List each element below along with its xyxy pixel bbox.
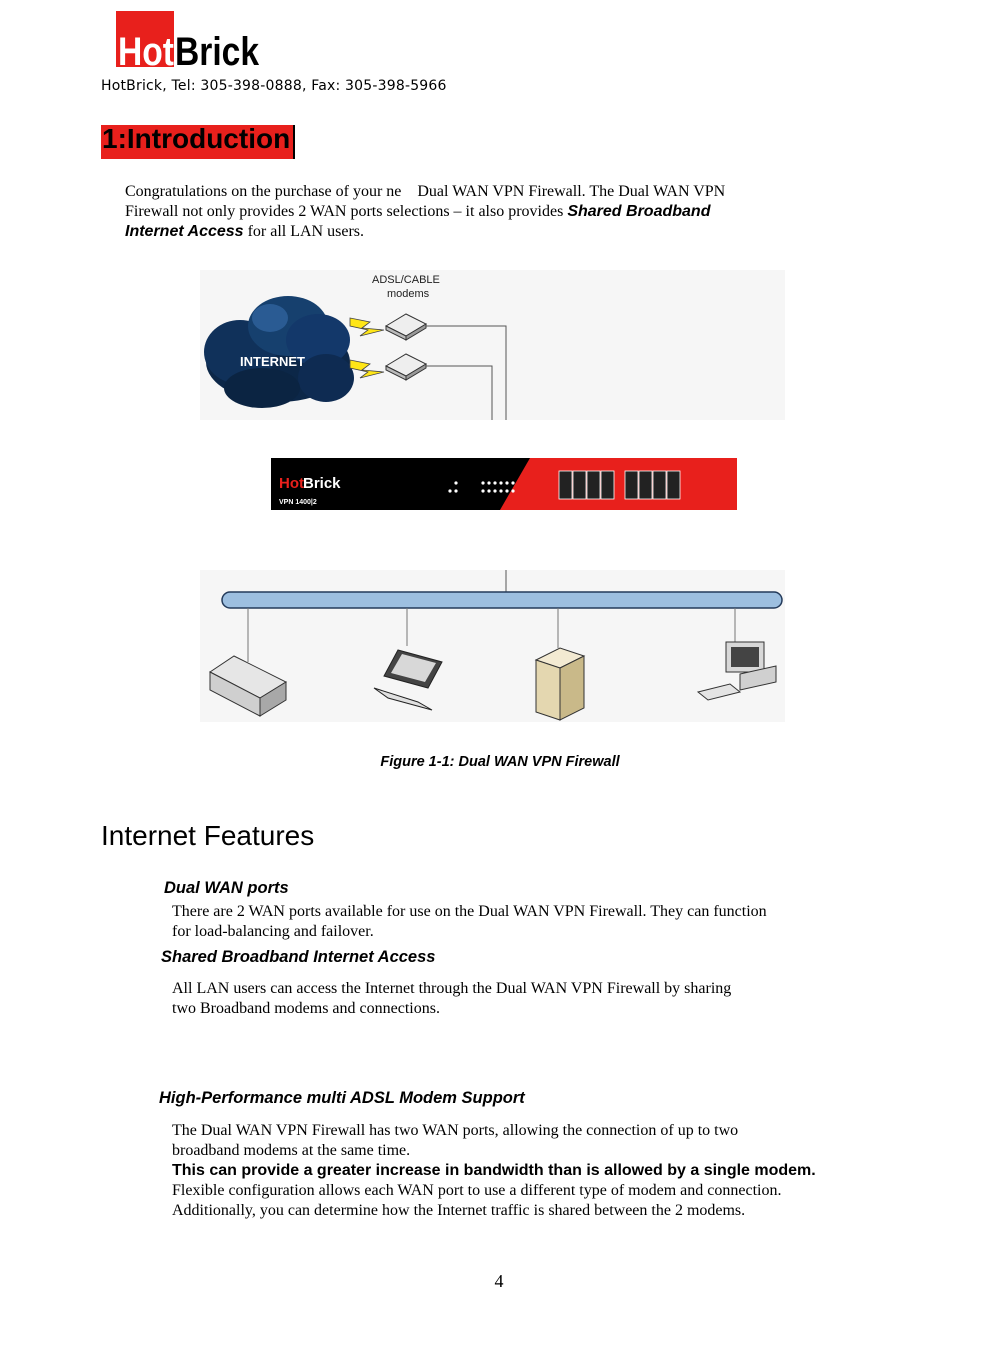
- svg-text:Hot: Hot: [118, 30, 174, 74]
- firewall-device: [271, 458, 737, 510]
- feature-title: High-Performance multi ADSL Modem Support: [159, 1089, 525, 1107]
- figure-caption: Figure 1-1: Dual WAN VPN Firewall: [380, 754, 620, 770]
- page-number: 4: [494, 1271, 504, 1291]
- section-title-internet-features: Internet Features: [101, 820, 315, 851]
- svg-text:Hot: Hot: [279, 475, 304, 492]
- feature-description: The Dual WAN VPN Firewall has two WAN ports, allowing the connection of up to two broadband modems at the same time. This can provide a greater increase in bandwidth than is allowed by a single modem. Flexible configuration allows each WAN port to use a different type of modem and connection. Additionally, you can determine how the Internet traffic is shared between the 2 modems.: [172, 1122, 816, 1219]
- feature-highlight: This can provide a greater increase in bandwidth than is allowed by a single modem.: [172, 1162, 816, 1179]
- feature-description: All LAN users can access the Internet through the Dual WAN VPN Firewall by sharing two Broadband modems and connections.: [172, 980, 732, 1017]
- intro-line-3: Internet Access for all LAN users.: [125, 223, 364, 240]
- svg-text:modems: modems: [387, 288, 430, 300]
- svg-text:VPN 1400|2: VPN 1400|2: [279, 499, 317, 506]
- network-diagram: [200, 270, 785, 722]
- section-title-introduction: 1:Introduction: [101, 125, 295, 159]
- svg-text:Brick: Brick: [303, 475, 341, 492]
- server-icon: [536, 648, 584, 720]
- svg-text:Brick: Brick: [175, 30, 260, 74]
- svg-text:ADSL/CABLE: ADSL/CABLE: [372, 274, 440, 286]
- hotbrick-logo: [116, 10, 261, 74]
- lan-bus: [222, 592, 782, 608]
- feature-description: There are 2 WAN ports available for use on the Dual WAN VPN Firewall. They can function for load-balancing and failover.: [172, 903, 767, 940]
- contact-line: HotBrick, Tel: 305-398-0888, Fax: 305-398-5966: [101, 78, 447, 94]
- feature-title: Shared Broadband Internet Access: [161, 948, 436, 966]
- feature-title: Dual WAN ports: [164, 879, 289, 897]
- svg-text:INTERNET: INTERNET: [240, 354, 305, 369]
- intro-line-1: Congratulations on the purchase of your ne Dual WAN VPN Firewall. The Dual WAN VPN: [125, 183, 726, 200]
- intro-paragraph: [125, 182, 725, 242]
- intro-line-2: Firewall not only provides 2 WAN ports selections – it also provides Shared Broadband: [125, 203, 711, 220]
